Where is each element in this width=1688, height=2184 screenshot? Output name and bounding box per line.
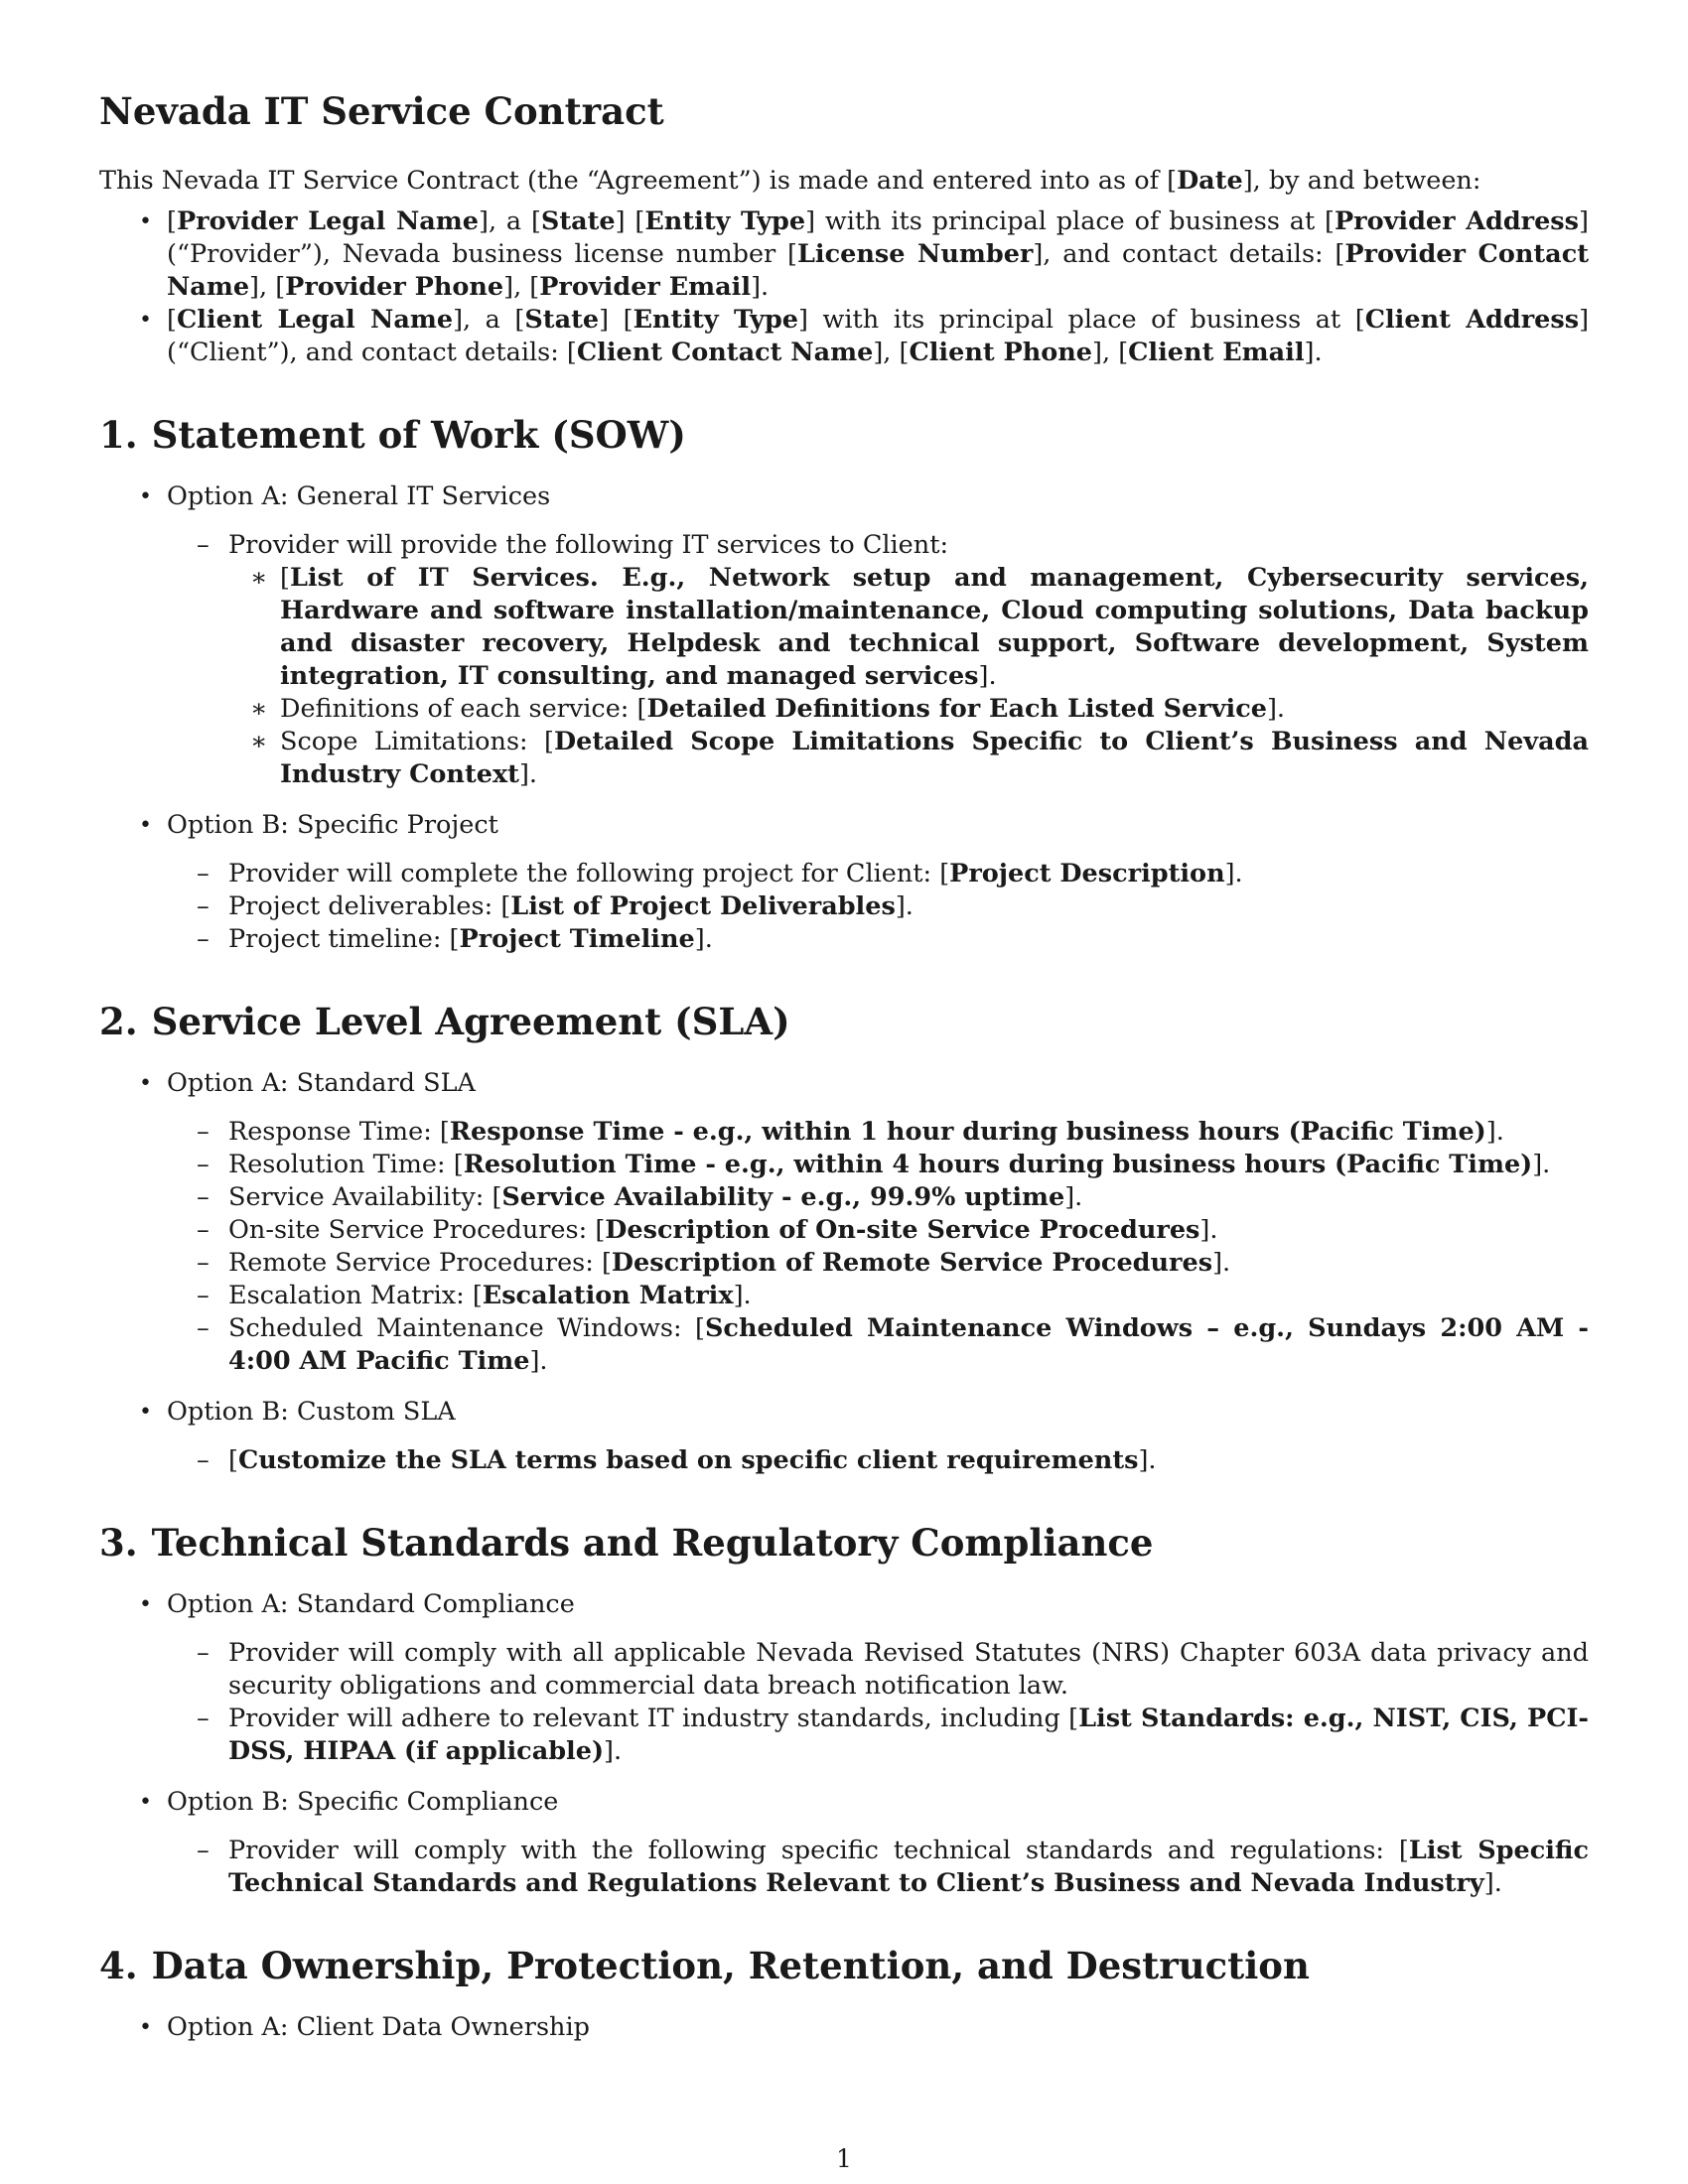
project-description-placeholder: Project Description	[949, 859, 1225, 888]
item-label: Scheduled Maintenance Windows:	[228, 1313, 696, 1343]
provider-contact-name: Provider Contact Name	[167, 239, 1589, 302]
item-label: Provider will comply with the following specific technical standards and regulations:	[228, 1836, 1399, 1865]
list-item: – Remote Service Procedures: [Description of Remote Service Procedures].	[167, 1247, 1589, 1280]
option-label: • Option A: Client Data Ownership	[167, 2012, 590, 2042]
item-value: Scheduled Maintenance Windows – e.g., Sundays 2:00 AM - 4:00 AM Pacific Time	[228, 1313, 1589, 1376]
item-value: Resolution Time - e.g., within 4 hours during business hours (Pacific Time)	[463, 1150, 1533, 1179]
provider-phone: Provider Phone	[285, 272, 504, 302]
section-2-options	[99, 1067, 1589, 1477]
client-entity-type: Entity Type	[633, 305, 799, 335]
client-legal-name: Client Legal Name	[176, 305, 454, 335]
intro-text-end: ], by and between:	[1242, 166, 1481, 196]
item-value: Description of On-site Service Procedures	[605, 1215, 1200, 1245]
client-state: State	[524, 305, 600, 335]
client-phone: Client Phone	[909, 338, 1093, 367]
item-label: Provider will complete the following project for Client:	[228, 859, 940, 888]
provider-state: State	[540, 206, 616, 236]
list-item: – Scheduled Maintenance Windows: [Scheduled Maintenance Windows – e.g., Sundays 2:00 AM - 4:00 AM Pacific Time].	[167, 1312, 1589, 1378]
provider-legal-name: Provider Legal Name	[176, 206, 480, 236]
list-item: ∗ Scope Limitations: [Detailed Scope Limitations Specific to Client’s Business and Nevada Industry Context].	[228, 726, 1589, 791]
section-title: Service Level Agreement (SLA)	[151, 1000, 790, 1043]
provider-email: Provider Email	[539, 272, 752, 302]
section-number: 1.	[99, 413, 138, 457]
item-label: Project deliverables:	[228, 891, 501, 921]
section-1-heading	[99, 411, 1589, 459]
provider-entity-type: Entity Type	[644, 206, 806, 236]
s1-option-a	[99, 480, 1589, 791]
list-item: – Provider will comply with the following specific technical standards and regulations: [List Specific Technical Standards and Regulations Relevant to Client’s Business and Nevada Industry].	[167, 1835, 1589, 1900]
item-label: On-site Service Procedures:	[228, 1215, 596, 1245]
item-text: Provider will provide the following IT services to Client:	[228, 530, 949, 560]
item-label: Escalation Matrix:	[228, 1281, 473, 1310]
section-4-heading	[99, 1942, 1589, 1989]
list-item: – On-site Service Procedures: [Description of On-site Service Procedures].	[167, 1214, 1589, 1247]
option-label: • Option B: Specific Project	[167, 810, 498, 840]
list-item: – Provider will comply with all applicable Nevada Revised Statutes (NRS) Chapter 603A data privacy and security obligations and commercial data breach notification law.	[167, 1637, 1589, 1703]
scope-placeholder: Detailed Scope Limitations Specific to Client’s Business and Nevada Industry Context	[280, 727, 1589, 789]
client-address: Client Address	[1364, 305, 1580, 335]
section-3-options	[99, 1588, 1589, 1900]
s1-option-b	[99, 809, 1589, 956]
list-item: – Project deliverables: [List of Project Deliverables].	[167, 890, 1589, 923]
deliverables-placeholder: List of Project Deliverables	[510, 891, 896, 921]
item-label: Scope Limitations:	[280, 727, 545, 756]
s2-option-b	[99, 1396, 1589, 1477]
section-number: 2.	[99, 1000, 138, 1043]
list-item: – Provider will complete the following project for Client: [Project Description].	[167, 858, 1589, 890]
list-item	[167, 529, 1589, 791]
section-2-heading	[99, 998, 1589, 1045]
section-4-options	[99, 2011, 1589, 2044]
item-label: Provider will adhere to relevant IT industry standards, including	[228, 1704, 1069, 1733]
section-title: Statement of Work (SOW)	[151, 413, 686, 457]
item-value: Service Availability - e.g., 99.9% uptime	[501, 1182, 1065, 1212]
list-item: – Escalation Matrix: [Escalation Matrix].	[167, 1280, 1589, 1312]
document-page	[99, 87, 1589, 2062]
section-3-heading	[99, 1519, 1589, 1567]
intro-text: This Nevada IT Service Contract (the “Agreement”) is made and entered into as of [	[99, 166, 1178, 196]
section-number: 3.	[99, 1521, 138, 1565]
parties-list	[99, 205, 1589, 369]
s4-option-a	[99, 2011, 1589, 2044]
option-label: • Option B: Specific Compliance	[167, 1787, 559, 1817]
option-label: • Option B: Custom SLA	[167, 1397, 456, 1427]
option-label: • Option A: Standard Compliance	[167, 1589, 575, 1619]
list-item: – Resolution Time: [Resolution Time - e.g., within 4 hours during business hours (Pacific Time)].	[167, 1149, 1589, 1181]
list-item: – Provider will adhere to relevant IT industry standards, including [List Standards: e.g., NIST, CIS, PCI-DSS, HIPAA (if applicable)].	[167, 1703, 1589, 1768]
item-value: List Standards: e.g., NIST, CIS, PCI-DSS, HIPAA (if applicable)	[228, 1704, 1590, 1766]
client-party: • [Client Legal Name], a [State] [Entity Type] with its principal place of business at [Client Address] (“Client”), and contact details: [Client Contact Name], [Client Phone], [Client Email].	[99, 304, 1589, 369]
item-label: Service Availability:	[228, 1182, 492, 1212]
provider-license: License Number	[796, 239, 1034, 269]
option-label: • Option A: General IT Services	[167, 481, 551, 511]
provider-party: • [Provider Legal Name], a [State] [Entity Type] with its principal place of business at [Provider Address] (“Provider”), Nevada business license number [License Number], and contact details: [Provider Contact Name], [Provider Phone], [Provider Email].	[99, 205, 1589, 304]
item-label: Resolution Time:	[228, 1150, 454, 1179]
list-item: – Response Time: [Response Time - e.g., within 1 hour during business hours (Pacific Time)].	[167, 1116, 1589, 1149]
section-title: Technical Standards and Regulatory Compliance	[151, 1521, 1154, 1565]
item-label: Definitions of each service:	[280, 694, 637, 724]
item-label: Response Time:	[228, 1117, 440, 1147]
item-label: Remote Service Procedures:	[228, 1248, 602, 1278]
list-item: – Project timeline: [Project Timeline].	[167, 923, 1589, 956]
item-value: Description of Remote Service Procedures	[611, 1248, 1213, 1278]
section-number: 4.	[99, 1944, 138, 1987]
item-value: Response Time - e.g., within 1 hour during business hours (Pacific Time)	[449, 1117, 1486, 1147]
client-contact-name: Client Contact Name	[576, 338, 874, 367]
client-email: Client Email	[1128, 338, 1305, 367]
item-label: Project timeline:	[228, 924, 450, 954]
item-value: Escalation Matrix	[482, 1281, 734, 1310]
document-title: Nevada IT Service Contract	[99, 89, 664, 133]
option-label: • Option A: Standard SLA	[167, 1068, 476, 1098]
it-services-placeholder: List of IT Services. E.g., Network setup and management, Cybersecurity services, Hardware and software installation/maintenance, Cloud computing solutions, Data backup and disaster recovery, Helpdesk and technical support, Software development, System integration, IT consulting, and managed services	[280, 563, 1589, 691]
intro-paragraph	[99, 165, 1589, 198]
date-placeholder: Date	[1177, 166, 1243, 196]
item-value: Customize the SLA terms based on specific client requirements	[237, 1445, 1139, 1475]
list-item: – Service Availability: [Service Availability - e.g., 99.9% uptime].	[167, 1181, 1589, 1214]
section-title: Data Ownership, Protection, Retention, and Destruction	[151, 1944, 1310, 1987]
list-item: – [Customize the SLA terms based on specific client requirements].	[167, 1444, 1589, 1477]
list-item: ∗ [List of IT Services. E.g., Network setup and management, Cybersecurity services, Hardware and software installation/maintenance, Cloud computing solutions, Data backup and disaster recovery, Helpdesk and technical support, Software development, System integration, IT consulting, and managed services].	[228, 562, 1589, 693]
s3-option-a	[99, 1588, 1589, 1768]
provider-address: Provider Address	[1334, 206, 1580, 236]
item-value: List Specific Technical Standards and Regulations Relevant to Client’s Business and Nevada Industry	[228, 1836, 1589, 1898]
timeline-placeholder: Project Timeline	[459, 924, 695, 954]
s2-option-a	[99, 1067, 1589, 1378]
list-item: ∗ Definitions of each service: [Detailed Definitions for Each Listed Service].	[228, 693, 1589, 726]
section-1-options	[99, 480, 1589, 956]
page-number: 1	[836, 2144, 852, 2173]
definitions-placeholder: Detailed Definitions for Each Listed Service	[646, 694, 1267, 724]
s3-option-b	[99, 1786, 1589, 1900]
